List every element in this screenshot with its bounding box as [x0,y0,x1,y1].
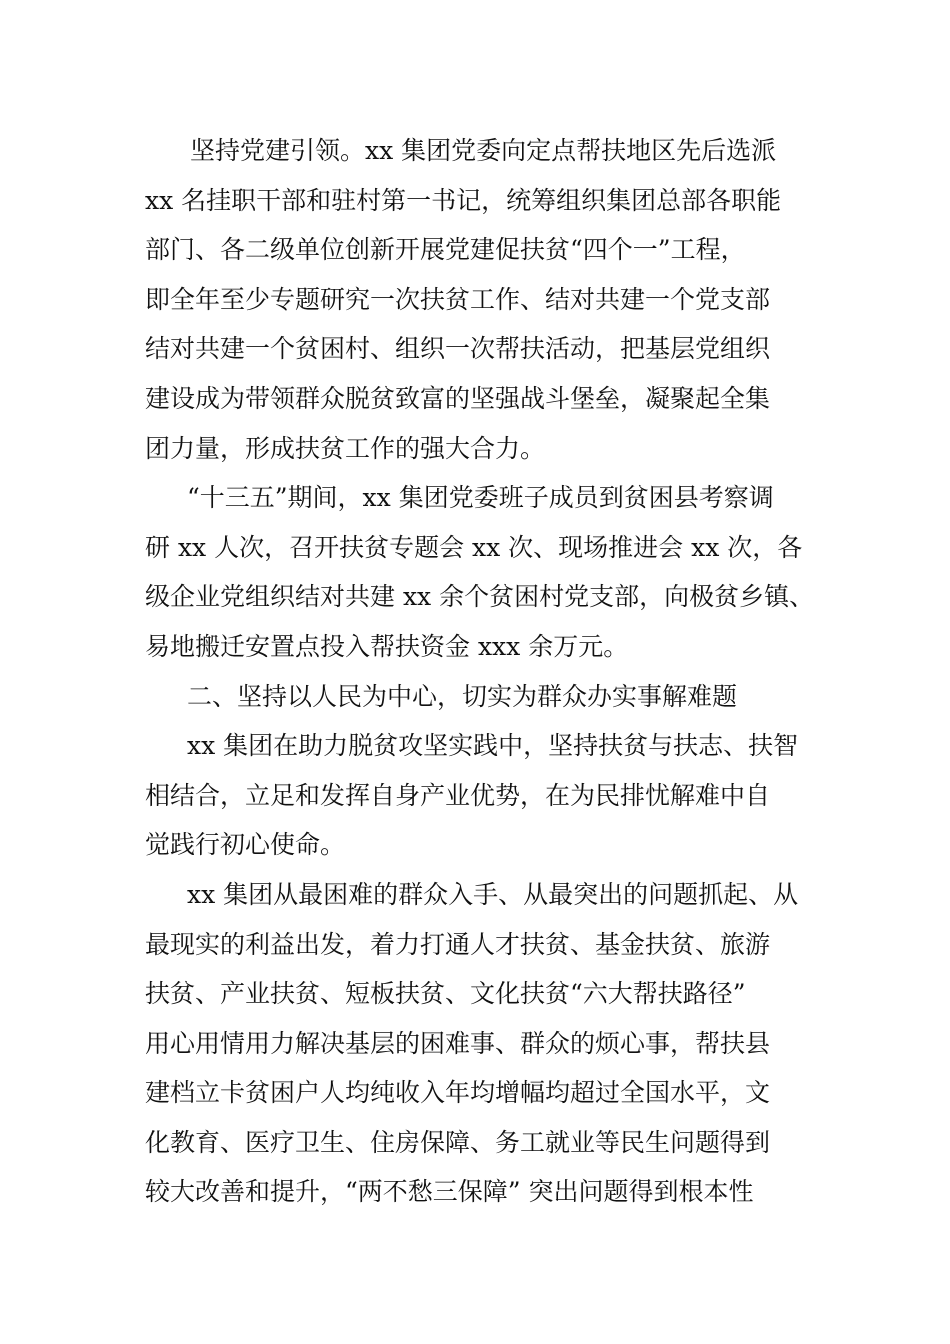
text-line: 相结合，立足和发挥自身产业优势，在为民排忧解难中自 [145,780,771,810]
text-line: 部门、各二级单位创新开展党建促扶贫“四个一”工程， [145,235,746,265]
text-line: 化教育、医疗卫生、住房保障、务工就业等民生问题得到 [145,1127,771,1157]
section-heading: 二、坚持以人民为中心，切实为群众办实事解难题 [187,681,738,711]
text-line: xx 集团从最困难的群众入手、从最突出的问题抓起、从 [187,879,799,909]
text-line: 较大改善和提升，“两不愁三保障” 突出问题得到根本性 [145,1177,754,1207]
text-line: 建档立卡贫困户人均纯收入年均增幅均超过全国水平，文 [145,1078,771,1108]
text-line: 结对共建一个贫困村、组织一次帮扶活动，把基层党组织 [145,334,771,364]
text-line: 易地搬迁安置点投入帮扶资金 xxx 余万元。 [145,631,629,661]
document-body [145,126,845,1217]
text-line: 团力量，形成扶贫工作的强大合力。 [145,433,546,463]
text-line: 即全年至少专题研究一次扶贫工作、结对共建一个党支部 [145,284,771,314]
text-line: 用心用情用力解决基层的困难事、群众的烦心事，帮扶县 [145,1028,771,1058]
text-line: 扶贫、产业扶贫、短板扶贫、文化扶贫“六大帮扶路径” [145,979,746,1009]
text-line: 坚持党建引领。xx 集团党委向定点帮扶地区先后选派 [190,136,777,165]
text-line: 最现实的利益出发，着力打通人才扶贫、基金扶贫、旅游 [145,929,771,959]
text-line: 级企业党组织结对共建 xx 余个贫困村党支部，向极贫乡镇、 [145,582,815,612]
text-line: 研 xx 人次，召开扶贫专题会 xx 次、现场推进会 xx 次，各 [145,532,803,562]
text-line: xx 集团在助力脱贫攻坚实践中，坚持扶贫与扶志、扶智 [187,731,799,761]
text-line: xx 名挂职干部和驻村第一书记，统筹组织集团总部各职能 [145,185,782,215]
text-line: 觉践行初心使命。 [145,830,346,860]
text-line: 建设成为带领群众脱贫致富的坚强战斗堡垒，凝聚起全集 [145,383,771,413]
text-line: “十三五”期间，xx 集团党委班子成员到贫困县考察调 [187,483,774,513]
